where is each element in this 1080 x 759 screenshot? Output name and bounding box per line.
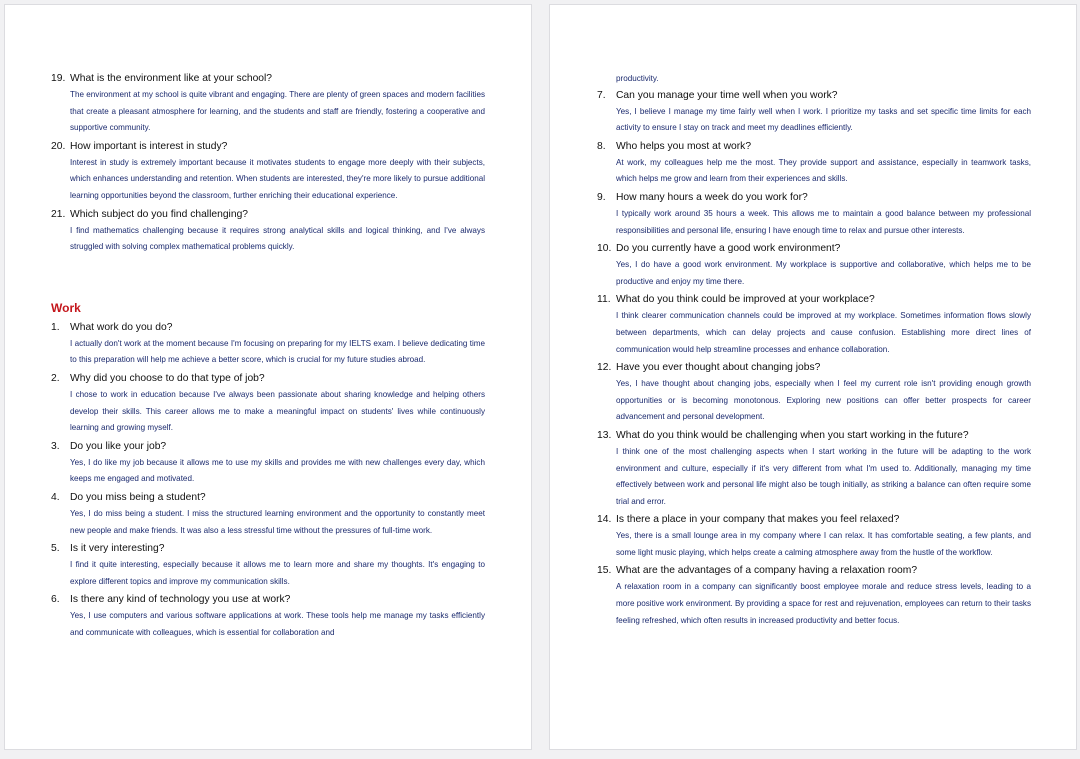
answer-text: Yes, I do like my job because it allows me to use my skills and provides me with new challenges every day, which keeps me engaged and motivated. bbox=[70, 457, 485, 484]
question bbox=[597, 139, 1031, 155]
question-number: 4. bbox=[51, 491, 60, 503]
answer-continuation: productivity. bbox=[616, 74, 659, 83]
question bbox=[597, 88, 1031, 104]
document-page-left bbox=[4, 4, 532, 750]
question-number: 21. bbox=[51, 208, 66, 220]
question bbox=[597, 241, 1031, 257]
question-text: What work do you do? bbox=[70, 321, 173, 333]
question bbox=[51, 592, 485, 608]
answer-text: Yes, I use computers and various software applications at work. These tools help me manage my tasks efficiently and communicate with colleagues, which is essential for collaboration and bbox=[70, 611, 485, 637]
question bbox=[597, 292, 1031, 308]
qa-item bbox=[597, 241, 1031, 290]
qa-item bbox=[51, 592, 485, 641]
question bbox=[51, 320, 485, 336]
question-number: 7. bbox=[597, 89, 606, 101]
question-text: Is it very interesting? bbox=[70, 543, 165, 555]
qa-item bbox=[597, 139, 1031, 188]
qa-item bbox=[51, 439, 485, 488]
question-text: How many hours a week do you work for? bbox=[616, 191, 808, 203]
question-text: Can you manage your time well when you work? bbox=[616, 89, 838, 101]
question-number: 9. bbox=[597, 191, 606, 203]
document-page-right bbox=[549, 4, 1077, 750]
question-number: 20. bbox=[51, 140, 66, 152]
question bbox=[597, 563, 1031, 579]
question bbox=[51, 541, 485, 557]
qa-item bbox=[597, 512, 1031, 561]
question-number: 2. bbox=[51, 372, 60, 384]
answer-text: A relaxation room in a company can significantly boost employee morale and reduce stress levels, leading to a more positive work environment. By providing a space for rest and rejuvenation, employees can return to their tasks feeling refreshed, which often results in increased productivity and better focus. bbox=[616, 582, 1031, 625]
question-text: Which subject do you find challenging? bbox=[70, 208, 249, 220]
question bbox=[597, 360, 1031, 376]
question-number: 12. bbox=[597, 362, 612, 374]
answer-text: I chose to work in education because I've always been passionate about sharing knowledge and helping others develop their skills. This career allows me to make a meaningful impact on students' lives while continuously learning and growing myself. bbox=[70, 389, 485, 433]
question-text: Do you miss being a student? bbox=[70, 491, 206, 503]
answer-text: At work, my colleagues help me the most. They provide support and assistance, especially in teamwork tasks, which helps me grow and learn from their experiences and skills. bbox=[616, 157, 1031, 184]
work-question-list-continued bbox=[597, 88, 1031, 630]
answer-text: I typically work around 35 hours a week. This allows me to maintain a good balance between my professional responsibilities and personal life, ensuring I have enough time to relax and pursue other interests. bbox=[616, 208, 1031, 235]
answer-text: Interest in study is extremely important because it motivates students to engage more deeply with their subjects, which enhances understanding and retention. When students are interested, they're more likely to pursue additional learning opportunities beyond the classroom, further enriching their educational experience. bbox=[70, 157, 485, 200]
question-text: What is the environment like at your school? bbox=[70, 73, 273, 84]
answer-text: I think clearer communication channels could be improved at my workplace. Sometimes information flows slowly between departments, which can delay projects and cause confusion. Establishing more direct lines of communication would help streamline processes and enhance collaboration. bbox=[616, 311, 1031, 354]
question bbox=[51, 371, 485, 387]
question bbox=[51, 71, 485, 87]
qa-item bbox=[51, 71, 485, 137]
question-number: 11. bbox=[597, 294, 611, 306]
answer-text: Yes, I do have a good work environment. My workplace is supportive and collaborative, which helps me to be productive and enjoy my time there. bbox=[616, 260, 1031, 286]
question-number: 5. bbox=[51, 543, 60, 555]
qa-item bbox=[51, 371, 485, 437]
answer-text: I actually don't work at the moment because I'm focusing on preparing for my IELTS exam. I believe dedicating time to this preparation will help me achieve a better score, which is crucial for my future studies abroad. bbox=[70, 338, 485, 365]
question-number: 15. bbox=[597, 565, 612, 577]
qa-item bbox=[51, 490, 485, 539]
question-text: Do you currently have a good work environment? bbox=[616, 243, 841, 255]
answer-text: I find mathematics challenging because it requires strong analytical skills and logical thinking, and I've always struggled with solving complex mathematical problems quickly. bbox=[70, 225, 485, 252]
answer-text: I find it quite interesting, especially because it allows me to learn more and share my thoughts. It's engaging to explore different topics and improve my communication skills. bbox=[70, 560, 485, 586]
question-number: 6. bbox=[51, 594, 60, 606]
qa-item bbox=[51, 207, 485, 256]
question bbox=[51, 207, 485, 223]
question-text: Have you ever thought about changing jobs? bbox=[616, 362, 821, 374]
school-question-list bbox=[51, 71, 485, 256]
question bbox=[597, 190, 1031, 206]
qa-item bbox=[597, 360, 1031, 426]
answer-text: The environment at my school is quite vibrant and engaging. There are plenty of green spaces and modern facilities that create a pleasant atmosphere for learning, and the students and staff are friendly, fostering a cooperative and supportive community. bbox=[70, 90, 485, 133]
qa-item bbox=[597, 563, 1031, 629]
work-question-list bbox=[51, 320, 485, 642]
qa-item bbox=[597, 88, 1031, 137]
page-content bbox=[51, 71, 485, 643]
question-text: Is there any kind of technology you use at work? bbox=[70, 594, 291, 606]
question-text: Is there a place in your company that makes you feel relaxed? bbox=[616, 514, 900, 526]
page-content bbox=[597, 71, 1031, 631]
question-text: Why did you choose to do that type of job? bbox=[70, 372, 265, 384]
question-number: 8. bbox=[597, 140, 606, 152]
section-heading-work: Work bbox=[51, 300, 81, 315]
answer-text: Yes, I believe I manage my time fairly well when I work. I prioritize my tasks and set specific time limits for each activity to ensure I stay on track and meet my deadlines efficiently. bbox=[616, 106, 1031, 133]
question-number: 19. bbox=[51, 73, 66, 84]
answer-text: Yes, I do miss being a student. I miss the structured learning environment and the opportunity to constantly meet new people and make friends. It was also a less stressful time without the pressures of full-time work. bbox=[70, 508, 485, 535]
question-number: 3. bbox=[51, 440, 60, 452]
question bbox=[51, 439, 485, 455]
qa-item bbox=[51, 320, 485, 369]
question-text: How important is interest in study? bbox=[70, 140, 228, 152]
answer-text: I think one of the most challenging aspects when I start working in the future will be adapting to the work environment and culture, especially if it's very different from what I'm used to. Additionally, managing my time effectively between work and personal life might also be tough initially, as striking a balance can often require some trial and error. bbox=[616, 446, 1031, 506]
qa-item bbox=[597, 190, 1031, 239]
qa-item bbox=[597, 428, 1031, 510]
qa-item bbox=[51, 541, 485, 590]
question-text: Who helps you most at work? bbox=[616, 140, 752, 152]
question-number: 13. bbox=[597, 429, 612, 441]
question-text: Do you like your job? bbox=[70, 440, 167, 452]
question bbox=[51, 139, 485, 155]
question bbox=[51, 490, 485, 506]
question-number: 14. bbox=[597, 514, 612, 526]
qa-item bbox=[51, 139, 485, 205]
question-text: What do you think would be challenging when you start working in the future? bbox=[616, 429, 969, 441]
answer-text: Yes, I have thought about changing jobs, especially when I feel my current role isn't providing enough growth opportunities or is becoming monotonous. Exploring new positions can offer better prospects for career advancement and personal development. bbox=[616, 379, 1031, 422]
answer-text: Yes, there is a small lounge area in my company where I can relax. It has comfortable seating, a few plants, and some light music playing, which helps create a calming atmosphere away from the hustle of the workflow. bbox=[616, 531, 1031, 557]
qa-item bbox=[597, 292, 1031, 358]
question-text: What do you think could be improved at your workplace? bbox=[616, 294, 875, 306]
question-number: 1. bbox=[51, 321, 60, 333]
question-text: What are the advantages of a company having a relaxation room? bbox=[616, 565, 918, 577]
question bbox=[597, 428, 1031, 444]
question-number: 10. bbox=[597, 243, 612, 255]
question bbox=[597, 512, 1031, 528]
